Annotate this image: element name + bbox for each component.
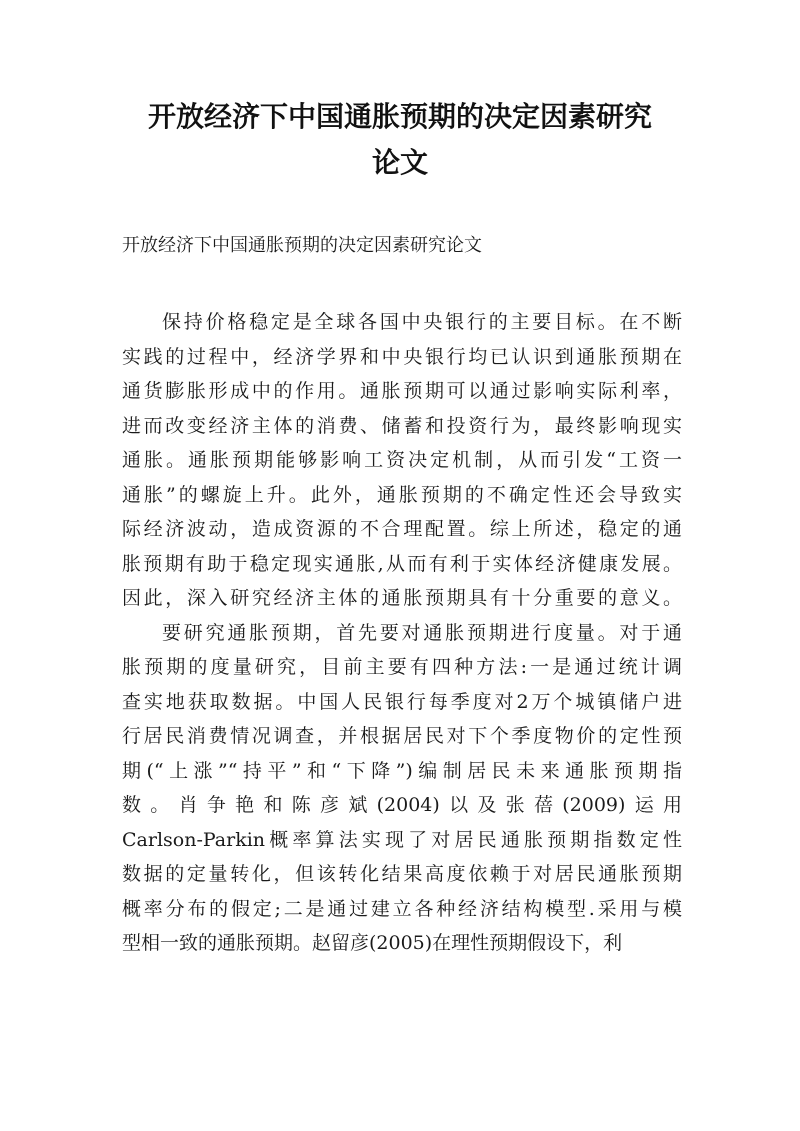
document-body xyxy=(122,305,682,961)
paragraph-line: 胀预期有助于稳定现实通胀,从而有利于实体经济健康发展。 xyxy=(122,552,682,575)
paragraph-line: 胀预期的度量研究，目前主要有四种方法:一是通过统计调 xyxy=(122,656,682,678)
paragraph-line: 因此，深入研究经济主体的通胀预期具有十分重要的意义。 xyxy=(122,587,682,609)
paragraph-line: 数。肖争艳和陈彦斌(2004)以及张蓓(2009)运用 xyxy=(122,794,682,816)
paragraph-line: 数据的定量转化，但该转化结果高度依赖于对居民通胀预期 xyxy=(122,863,682,885)
document-title-line-1: 开放经济下中国通胀预期的决定因素研究 xyxy=(147,100,652,133)
paragraph-2 xyxy=(122,616,682,961)
paragraph-line: 进而改变经济主体的消费、储蓄和投资行为，最终影响现实 xyxy=(122,414,682,437)
paragraph-line: 查实地获取数据。中国人民银行每季度对2万个城镇储户进 xyxy=(122,690,682,713)
paragraph-line: 型相一致的通胀预期。赵留彦(2005)在理性预期假设下，利 xyxy=(122,932,623,954)
document-title-line-2: 论文 xyxy=(371,146,428,179)
paragraph-line: 际经济波动，造成资源的不合理配置。综上所述，稳定的通 xyxy=(122,518,682,540)
paragraph-line: Carlson-Parkin概率算法实现了对居民通胀预期指数定性 xyxy=(122,828,682,851)
paragraph-line: 实践的过程中，经济学界和中央银行均已认识到通胀预期在 xyxy=(122,345,682,368)
paragraph-line: 期(“上涨”“持平”和“下降”)编制居民未来通胀预期指 xyxy=(122,759,682,782)
document-title xyxy=(100,94,700,186)
paragraph-line: 通货膨胀形成中的作用。通胀预期可以通过影响实际利率， xyxy=(122,380,682,402)
paragraph-line: 通胀”的螺旋上升。此外，通胀预期的不确定性还会导致实 xyxy=(122,483,682,506)
document-subtitle: 开放经济下中国通胀预期的决定因素研究论文 xyxy=(122,235,482,256)
paragraph-line: 概率分布的假定;二是通过建立各种经济结构模型.采用与模 xyxy=(122,897,682,920)
paragraph-line: 要研究通胀预期，首先要对通胀预期进行度量。对于通 xyxy=(162,621,682,644)
paragraph-1 xyxy=(122,305,682,616)
paragraph-line: 保持价格稳定是全球各国中央银行的主要目标。在不断 xyxy=(162,311,682,333)
paragraph-line: 行居民消费情况调查，并根据居民对下个季度物价的定性预 xyxy=(122,725,682,747)
paragraph-line: 通胀。通胀预期能够影响工资决定机制，从而引发“工资一 xyxy=(122,449,682,471)
